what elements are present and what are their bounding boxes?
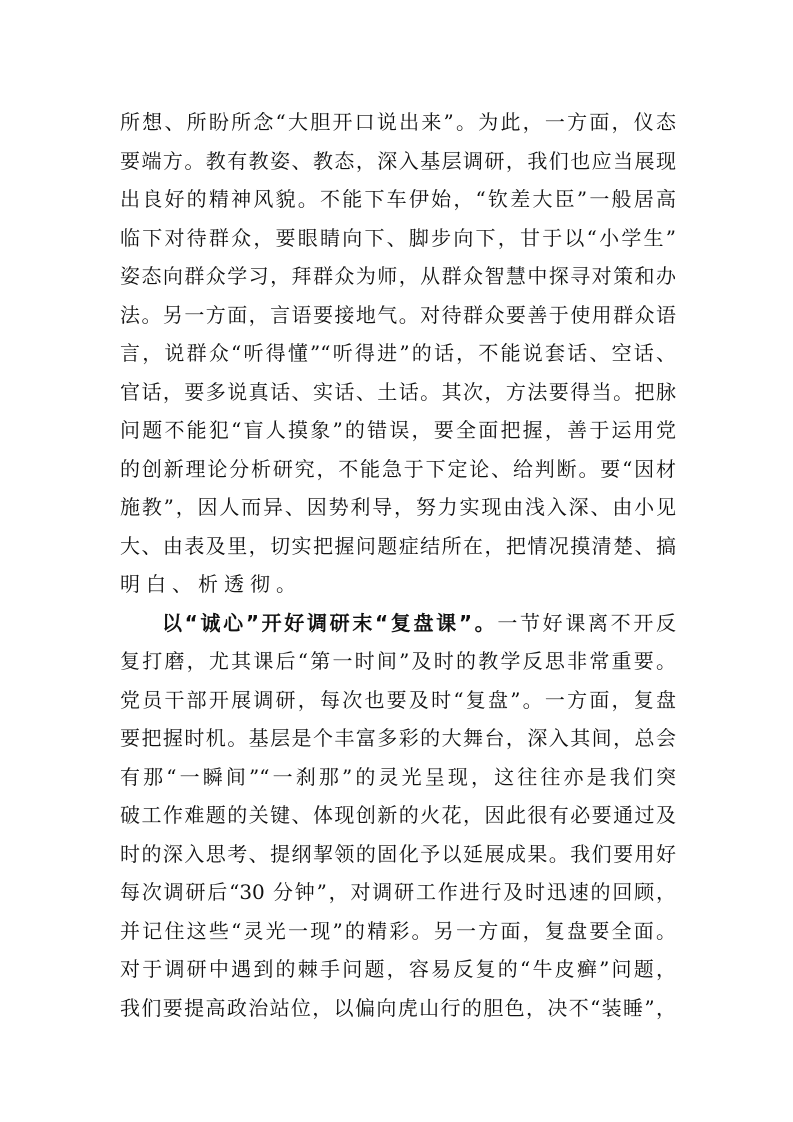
- paragraph-2: [120, 604, 676, 1028]
- paragraph-heading: 以“诚心”开好调研末“复盘课”。: [162, 610, 498, 635]
- text-line: 我们要提高政治站位，以偏向虎山行的胆色，决不“装睡”，: [120, 995, 676, 1020]
- text-line: 官话，要多说真话、实话、土话。其次，方法要得当。把脉: [120, 379, 676, 404]
- text-line: 明白、析透彻。: [120, 572, 302, 596]
- text-line: 问题不能犯“盲人摸象”的错误，要全面把握，善于运用党: [120, 418, 676, 442]
- text-line: 每次调研后“30 分钟”，对调研工作进行及时迅速的回顾，: [120, 880, 676, 904]
- text-line: 的创新理论分析研究，不能急于下定论、给判断。要“因材: [120, 456, 676, 481]
- text-line: 出良好的精神风貌。不能下车伊始，“钦差大臣”一般居高: [120, 187, 676, 211]
- text-line: 对于调研中遇到的棘手问题，容易反复的“牛皮癣”问题，: [120, 957, 676, 981]
- text-line: 大、由表及里，切实把握问题症结所在，把情况摸清楚、搞: [120, 533, 676, 558]
- text-line: 临下对待群众，要眼睛向下、脚步向下，甘于以“小学生”: [120, 225, 676, 250]
- text-line: 要把握时机。基层是个丰富多彩的大舞台，深入其间，总会: [120, 726, 676, 750]
- text-line: 破工作难题的关键、体现创新的火花，因此很有必要通过及: [120, 803, 676, 827]
- document-page: [120, 103, 676, 1027]
- text-line: 并记住这些“灵光一现”的精彩。另一方面，复盘要全面。: [120, 918, 676, 943]
- paragraph-text: 一节好课离不开反: [497, 610, 677, 635]
- text-line: 复打磨，尤其课后“第一时间”及时的教学反思非常重要。: [120, 649, 676, 673]
- text-line: 姿态向群众学习，拜群众为师，从群众智慧中探寻对策和办: [120, 264, 676, 288]
- text-line: 有那“一瞬间”“一刹那”的灵光呈现，这往往亦是我们突: [120, 764, 676, 789]
- text-line: 施教”，因人而异、因势利导，努力实现由浅入深、由小见: [120, 495, 676, 519]
- paragraph-first-line: [120, 604, 676, 643]
- text-line: 党员干部开展调研，每次也要及时“复盘”。一方面，复盘: [120, 687, 676, 712]
- paragraph-1: [120, 103, 676, 604]
- text-line: 时的深入思考、提纲挈领的固化予以延展成果。我们要用好: [120, 841, 676, 866]
- text-line: 言，说群众“听得懂”“听得进”的话，不能说套话、空话、: [120, 341, 676, 365]
- text-line: 所想、所盼所念“大胆开口说出来”。为此，一方面，仪态: [120, 110, 676, 134]
- text-line: 法。另一方面，言语要接地气。对待群众要善于使用群众语: [120, 302, 676, 327]
- text-line: 要端方。教有教姿、教态，深入基层调研，我们也应当展现: [120, 148, 676, 173]
